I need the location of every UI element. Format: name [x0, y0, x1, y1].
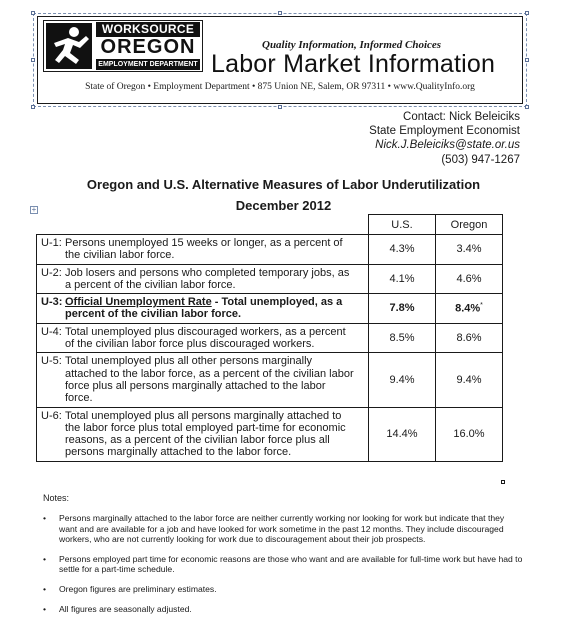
resize-handle-right[interactable]	[525, 58, 529, 62]
contact-phone: (503) 947-1267	[441, 153, 520, 166]
resize-handle-bottom-right[interactable]	[525, 105, 529, 109]
table-header-row	[37, 215, 503, 235]
measure-label: U-6:	[41, 409, 62, 422]
measure-text: Total unemployed plus all other persons marginally attached to the labor force, as a percent of the civilian labor force plus all persons marginally attached to the labor force.	[65, 355, 354, 405]
notes-list	[43, 513, 523, 623]
note-item	[43, 584, 523, 595]
us-value: 9.4%	[369, 353, 436, 407]
tagline: Quality Information, Informed Choices	[262, 39, 442, 51]
measure-description	[37, 323, 369, 353]
note-text: Persons marginally attached to the labor force are neither currently working nor looking for work but indicate that they want and are available for a job and have looked for work sometime in the past 12 months. They include discouraged workers, who are not currently looking for work due to discouragement about their job prospects.	[59, 513, 505, 545]
contact-role: State Employment Economist	[369, 125, 520, 138]
table-row-u5	[37, 353, 503, 407]
measure-text-rest: - Total unemployed, as a percent of the civilian labor force.	[65, 296, 343, 321]
notes-heading: Notes:	[43, 493, 70, 503]
oregon-value: 8.6%	[436, 323, 503, 353]
letterhead-address: State of Oregon • Employment Department • 875 Union NE, Salem, OR 97311 • www.QualityInfo.org	[85, 82, 475, 92]
table-row-u4	[37, 323, 503, 353]
measure-label: U-5:	[41, 355, 62, 368]
measure-text: Total unemployed plus discouraged workers, as a percent of the civilian labor force plus discouraged workers.	[65, 325, 346, 351]
resize-handle-top[interactable]	[278, 11, 282, 15]
column-header-oregon: Oregon	[436, 215, 503, 235]
worksource-oregon-logo	[43, 20, 203, 72]
report-title: Oregon and U.S. Alternative Measures of Labor Underutilization	[86, 177, 481, 192]
bullet: •	[43, 553, 47, 564]
measure-text: Total unemployed plus all persons marginally attached to the labor force plus total employed part-time for economic reasons, as a percent of the civilian labor force plus all persons marginally attached to the labor force.	[65, 409, 346, 459]
report-period: December 2012	[235, 198, 332, 213]
oregon-value: 9.4%	[436, 353, 503, 407]
measure-label: U-2:	[41, 266, 62, 279]
resize-handle-top-left[interactable]	[31, 11, 35, 15]
us-value: 7.8%	[369, 294, 436, 324]
bullet: •	[43, 513, 47, 523]
table-row-u2	[37, 264, 503, 294]
table-row-u1	[37, 235, 503, 265]
measure-text: Job losers and persons who completed temporary jobs, as a percent of the civilian labor force.	[65, 266, 350, 291]
measure-description	[37, 294, 369, 324]
us-value: 8.5%	[369, 323, 436, 353]
underutilization-table	[36, 214, 503, 462]
column-header-us: U.S.	[369, 215, 436, 235]
table-resize-handle[interactable]	[501, 480, 505, 484]
bullet: •	[43, 603, 47, 614]
measure-label: U-4:	[41, 325, 62, 338]
note-text: Persons employed part time for economic reasons are those who want and are available for full-time work but have had to settle for a part-time schedule.	[59, 553, 523, 575]
oregon-value: 4.6%	[436, 264, 503, 294]
note-item	[43, 513, 523, 545]
oregon-value-cell	[436, 294, 503, 324]
table-row-u3	[37, 294, 503, 324]
logo-department-text: EMPLOYMENT DEPARTMENT	[96, 59, 200, 70]
contact-email: Nick.J.Beleiciks@state.or.us	[375, 139, 520, 152]
us-value: 4.1%	[369, 264, 436, 294]
bullet: •	[43, 583, 47, 594]
official-rate-label: Official Unemployment Rate	[65, 296, 212, 309]
table-row-u6	[37, 407, 503, 461]
note-item	[43, 604, 523, 615]
note-text: Oregon figures are preliminary estimates.	[59, 583, 217, 594]
note-text: All figures are seasonally adjusted.	[59, 603, 192, 614]
oregon-value: 8.4%	[455, 302, 481, 315]
logo-worksource-text: WORKSOURCE	[96, 22, 200, 37]
table-move-handle-icon[interactable]: +	[31, 205, 37, 214]
resize-handle-top-right[interactable]	[525, 11, 529, 15]
measure-text	[65, 296, 355, 321]
measure-text: Persons unemployed 15 weeks or longer, as a percent of the civilian labor force.	[65, 237, 343, 262]
us-value: 4.3%	[369, 235, 436, 265]
resize-handle-bottom[interactable]	[278, 105, 282, 109]
measure-label: U-3:	[41, 296, 63, 309]
logo-oregon-text: OREGON	[100, 36, 196, 58]
contact-name: Contact: Nick Beleiciks	[403, 111, 520, 123]
us-value: 14.4%	[369, 407, 436, 461]
preliminary-mark: *	[480, 302, 483, 310]
letterhead-title: Labor Market Information	[211, 50, 496, 78]
measure-description	[37, 264, 369, 294]
measure-description	[37, 353, 369, 407]
note-item	[43, 554, 523, 575]
resize-handle-left[interactable]	[31, 58, 35, 62]
oregon-value: 3.4%	[436, 235, 503, 265]
measure-description	[37, 235, 369, 265]
oregon-value: 16.0%	[436, 407, 503, 461]
table-header-blank	[37, 215, 369, 235]
resize-handle-bottom-left[interactable]	[31, 105, 35, 109]
contact-block	[369, 110, 520, 167]
measure-label: U-1:	[41, 237, 62, 249]
measure-description	[37, 407, 369, 461]
running-figure-icon	[46, 23, 92, 69]
